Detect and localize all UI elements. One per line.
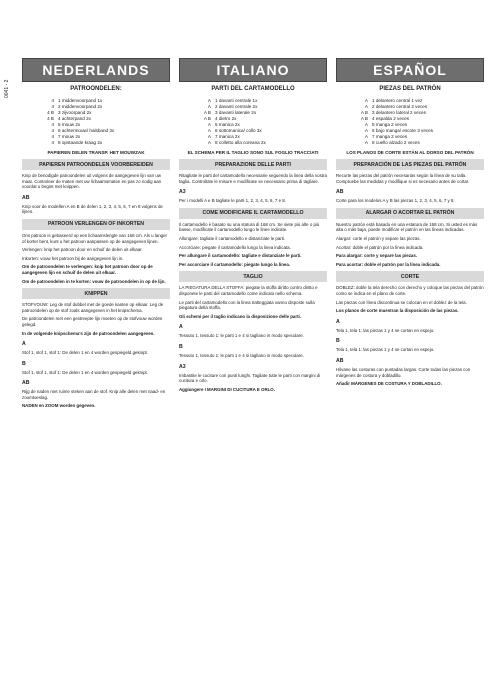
paragraph: Nuestro patrón está basado en una estatura de 168 cm. Si usted es más alta o más baja, puede modificar el patrón en las líneas indicadas. xyxy=(336,221,478,233)
part-name: 4 espalda 2 veces xyxy=(372,116,410,121)
paragraph: Las piezas con línea discontinua se colocan en el doblez de la tela. xyxy=(336,299,467,305)
part-model: A B xyxy=(203,110,211,115)
parts-list xyxy=(350,98,484,146)
paragraph: Para acortar: doble el patrón por la línea indicada. xyxy=(336,261,441,267)
part-name: 2 middenvoorpand 2x xyxy=(58,104,103,109)
language-header: ESPAÑOL xyxy=(336,58,484,82)
paragraph: NADEN en ZOOM worden gegeven. xyxy=(22,403,96,409)
paragraph: Tela 1, tela 1: las piezas 1 y 4 se cortan en espejo. xyxy=(336,347,435,353)
paragraph: Per allungare il cartamodello: tagliate e distanziate le parti. xyxy=(179,253,302,259)
parts-note: LOS PLANOS DE CORTE ESTÁN AL DORSO DEL PATRÓN xyxy=(346,150,474,155)
paragraph: Aggiungere I MARGINI DI CUCITURA E ORLO. xyxy=(179,386,275,392)
part-name: 2 davanti centrale 2x xyxy=(215,104,258,109)
part-name: 4 achterpand 2x xyxy=(58,116,91,121)
part-name: 3 zijvoorpand 2x xyxy=(58,110,92,115)
part-name: 6 bajo manga/ escote 3 veces xyxy=(372,128,434,133)
paragraph: Om de patroondelen in te korten: vouw de patroondelen in op de lijn. xyxy=(22,278,166,284)
model-label: B xyxy=(22,360,26,367)
part-model: A xyxy=(207,122,211,127)
model-label: A xyxy=(179,324,183,331)
paragraph: Stof 1, stof 1, stof 1: De delen 1 en 4 worden gespiegeld geknipt. xyxy=(22,350,148,356)
paragraph: Para alargar: corte y separe las piezas. xyxy=(336,253,418,259)
section-cutting: KNIPPEN xyxy=(22,288,170,299)
part-name: 2 delantero central 2 veces xyxy=(372,104,428,109)
part-name: 4 dietro 2x xyxy=(215,116,237,121)
model-label: AB xyxy=(22,380,30,387)
paragraph: Tela 1, tela 1: las piezas 1 y 4 se cortan en espejo. xyxy=(336,327,435,333)
part-name: 3 delantero lateral 2 veces xyxy=(372,110,426,115)
paragraph: Rijg de naden met ruime steken aan de stof. Knip alle delen met naad- en zoomtoeslag. xyxy=(22,389,166,400)
parts-list xyxy=(193,98,327,146)
paragraph: Tessuto 1, tessuto 1: le parti 1 e 4 si tagliano in modo speculare. xyxy=(179,352,304,358)
paragraph: Gli schemi per il taglio indicano la disposizione delle parti. xyxy=(179,313,301,319)
model-label: AB xyxy=(336,189,344,196)
part-model: A xyxy=(364,104,368,109)
paragraph: Inkorten: vouw het patroon bij de aangegeven lijn in. xyxy=(22,255,124,261)
paragraph: Il cartamodello è basato su una statura di 168 cm. Se siete più alte o più basse, modificate il cartamodello lungo le linee indicate. xyxy=(179,221,320,233)
part-model: A xyxy=(207,140,211,145)
model-label: AB xyxy=(22,194,30,201)
paragraph: Imbastite le cuciture con punti lunghi. Tagliate tutte le parti con margini di cucitura e orlo. xyxy=(179,372,321,384)
part-model: A xyxy=(207,134,211,139)
language-column xyxy=(336,58,484,409)
parts-list xyxy=(36,98,170,146)
parts-note: PAPIEREN DELEN TRANSP. HET MOUWZAK xyxy=(47,150,145,155)
paragraph: Stof 1, stof 1, stof 1: De delen 1 en 4 worden gespiegeld geknipt. xyxy=(22,369,148,375)
part-model: 4 xyxy=(51,128,54,133)
part-model: A xyxy=(207,128,211,133)
part-name: 8 cuello alzado 2 veces xyxy=(372,140,420,145)
part-model: 4 B xyxy=(47,116,54,121)
paragraph: Ritagliate le parti del cartamodello necessarie seguendo la linea della vostra taglia. Controllate le misure e modificate se necessario prima di tagliare. xyxy=(179,173,327,184)
part-name: 7 manga 2 veces xyxy=(372,134,407,139)
side-code: 0041 - 2 xyxy=(4,79,10,98)
model-label: A xyxy=(336,318,340,325)
section-lengthen: PATROON VERLENGEN OF INKORTEN xyxy=(22,219,170,230)
section-lengthen: ALARGAR O ACORTAR EL PATRÓN xyxy=(336,208,484,219)
paragraph: Per i modelli A e B tagliate le parti 1, 2, 3, 4, 5, 6, 7 e 8. xyxy=(179,198,286,204)
paragraph: Knip de benodigde patroondelen uit volgens de aangegeven lijn van uw maat. Controleer de maten met uw lichaamsmaten en pas zo nodig aan voordat u begint met knippen. xyxy=(22,173,162,190)
language-header: NEDERLANDS xyxy=(22,58,170,82)
model-label: B xyxy=(336,338,340,345)
paragraph: Tessuto 1, tessuto 1: le parti 1 e 4 si tagliano in modo speculare. xyxy=(179,333,304,339)
part-name: 8 opstaande kraag 2x xyxy=(58,140,103,145)
part-name: 8 colletto alla coreana 2x xyxy=(215,140,266,145)
part-name: 1 middenvoorpand 1x xyxy=(58,98,103,103)
part-model: A B xyxy=(360,116,368,121)
part-model: 4 xyxy=(51,122,54,127)
section-lengthen: COME MODIFICARE IL CARTAMODELLO xyxy=(179,208,327,219)
paragraph: Recorte las piezas del patrón necesarias según la línea de su talla. Compruebe las medidas y modifique si es necesario antes de cortar. xyxy=(336,173,470,184)
part-row xyxy=(36,140,170,146)
paragraph: Acortar: doble el patrón por la línea indicada. xyxy=(336,244,424,250)
part-model: A xyxy=(364,140,368,145)
paragraph: Le parti del cartamodello con la linea tratteggiata vanno disposte sulla piegatura della stoffa. xyxy=(179,299,315,311)
paragraph: De patroondelen met een gestreepte lijn moeten op de stofvouw worden gelegd. xyxy=(22,316,163,327)
section-cutting: TAGLIO xyxy=(179,271,327,282)
parts-title: PIEZAS DEL PATRÓN xyxy=(379,86,441,92)
part-name: 7 manica 2x xyxy=(215,134,240,139)
paragraph: Allungare: tagliate il cartamodello e distanziate le parti. xyxy=(179,235,286,241)
model-label: A3 xyxy=(179,189,186,196)
paragraph: Om de patroondelen te verlengen: knip het patroon door op de aangegeven lijn en schuif de delen uit elkaar. xyxy=(22,264,153,275)
instructions-grid xyxy=(22,58,484,409)
paragraph: Verlengen: knip het patroon door en schuif de delen uit elkaar. xyxy=(22,247,143,253)
paragraph: Alargar: corte el patrón y separe las piezas. xyxy=(336,235,421,241)
part-name: 6 achtermouw/ halsband 3x xyxy=(58,128,115,133)
parts-title: PATROONDELEN: xyxy=(70,86,122,92)
paragraph: LA PIEGATURA DELLA STOFFA: piegate la stoffa diritto contro diritto e disponete le parti del cartamodello come indicato nello schema. xyxy=(179,285,318,296)
section-prepare: PAPIEREN PATROONDELEN VOORBEREIDEN xyxy=(22,159,170,170)
language-column xyxy=(22,58,170,409)
language-header: ITALIANO xyxy=(179,58,327,82)
part-model: 4 xyxy=(51,98,54,103)
part-name: 5 mouw 2x xyxy=(58,122,81,127)
paragraph: Per accorciare il cartamodello: piegate lungo la linea. xyxy=(179,261,291,267)
language-column xyxy=(179,58,327,409)
part-model: A xyxy=(207,104,211,109)
part-name: 1 delantero central 1 vez xyxy=(372,98,423,103)
parts-title: PARTI DEL CARTAMODELLO xyxy=(211,86,295,92)
paragraph: Accorciare: piegate il cartamodello lungo la linea indicata. xyxy=(179,244,291,250)
paragraph: Añadir MÁRGENES DE COSTURA Y DOBLADILLO. xyxy=(336,381,442,387)
part-model: 4 B xyxy=(47,110,54,115)
paragraph: In de volgende knipschema's zijn de patroondelen aangegeven. xyxy=(22,330,155,336)
part-model: A B xyxy=(203,116,211,121)
part-model: A B xyxy=(360,110,368,115)
model-label: A xyxy=(22,341,26,348)
model-label: AB xyxy=(336,357,344,364)
part-row xyxy=(193,140,327,146)
part-model: A xyxy=(364,98,368,103)
paragraph: DOBLEZ: doble la tela derecho con derecho y coloque las piezas del patrón como se indica en el plano de corte. xyxy=(336,285,484,296)
part-name: 7 mouw 2x xyxy=(58,134,81,139)
paragraph: STOFVOUW: Leg de stof dubbel met de goede kanten op elkaar. Leg de patroondelen op de stof zoals aangegeven in het knipschema. xyxy=(22,302,164,313)
part-name: 6 sottomanica/ collo 3x xyxy=(215,128,262,133)
part-model: A xyxy=(207,98,211,103)
part-row xyxy=(350,140,484,146)
part-model: A xyxy=(364,122,368,127)
model-label: A3 xyxy=(179,363,186,370)
section-prepare: PREPARAZIONE DELLE PARTI xyxy=(179,159,327,170)
parts-note: EL SCHEMA PER IL TAGLIO SONO SUL FOGLIO TRACCIATI xyxy=(187,150,319,155)
part-model: A xyxy=(364,134,368,139)
paragraph: Los planos de corte muestran la disposición de las piezas. xyxy=(336,308,459,314)
part-name: 5 manica 2x xyxy=(215,122,240,127)
part-name: 1 davanti centrale 1x xyxy=(215,98,258,103)
paragraph: Knip voor de modellen A en B de delen 1, 2, 3, 4, 5, 6, 7 en 8 volgens de lijnen. xyxy=(22,203,163,215)
part-name: 3 davanti laterale 2x xyxy=(215,110,257,115)
part-model: 4 xyxy=(51,104,54,109)
model-label: B xyxy=(179,343,183,350)
section-prepare: PREPARACIÓN DE LAS PIEZAS DEL PATRÓN xyxy=(336,159,484,170)
paragraph: Ons patroon is gebaseerd op een lichaamslengte van 168 cm. Als u langer of korter bent, kunt u het patroon aanpassen op de aangegeven lijnen. xyxy=(22,232,167,244)
part-model: 4 xyxy=(51,134,54,139)
paragraph: Corte para los modelos A y B las piezas 1, 2, 3, 4, 5, 6, 7 y 8. xyxy=(336,198,455,204)
paragraph: Hilvane las costuras con puntadas largas. Corte todas las piezas con márgenes de costura y dobladillo. xyxy=(336,366,471,378)
part-model: A xyxy=(364,128,368,133)
part-name: 5 manga 2 veces xyxy=(372,122,407,127)
part-model: 4 xyxy=(51,140,54,145)
section-cutting: CORTE xyxy=(336,271,484,282)
